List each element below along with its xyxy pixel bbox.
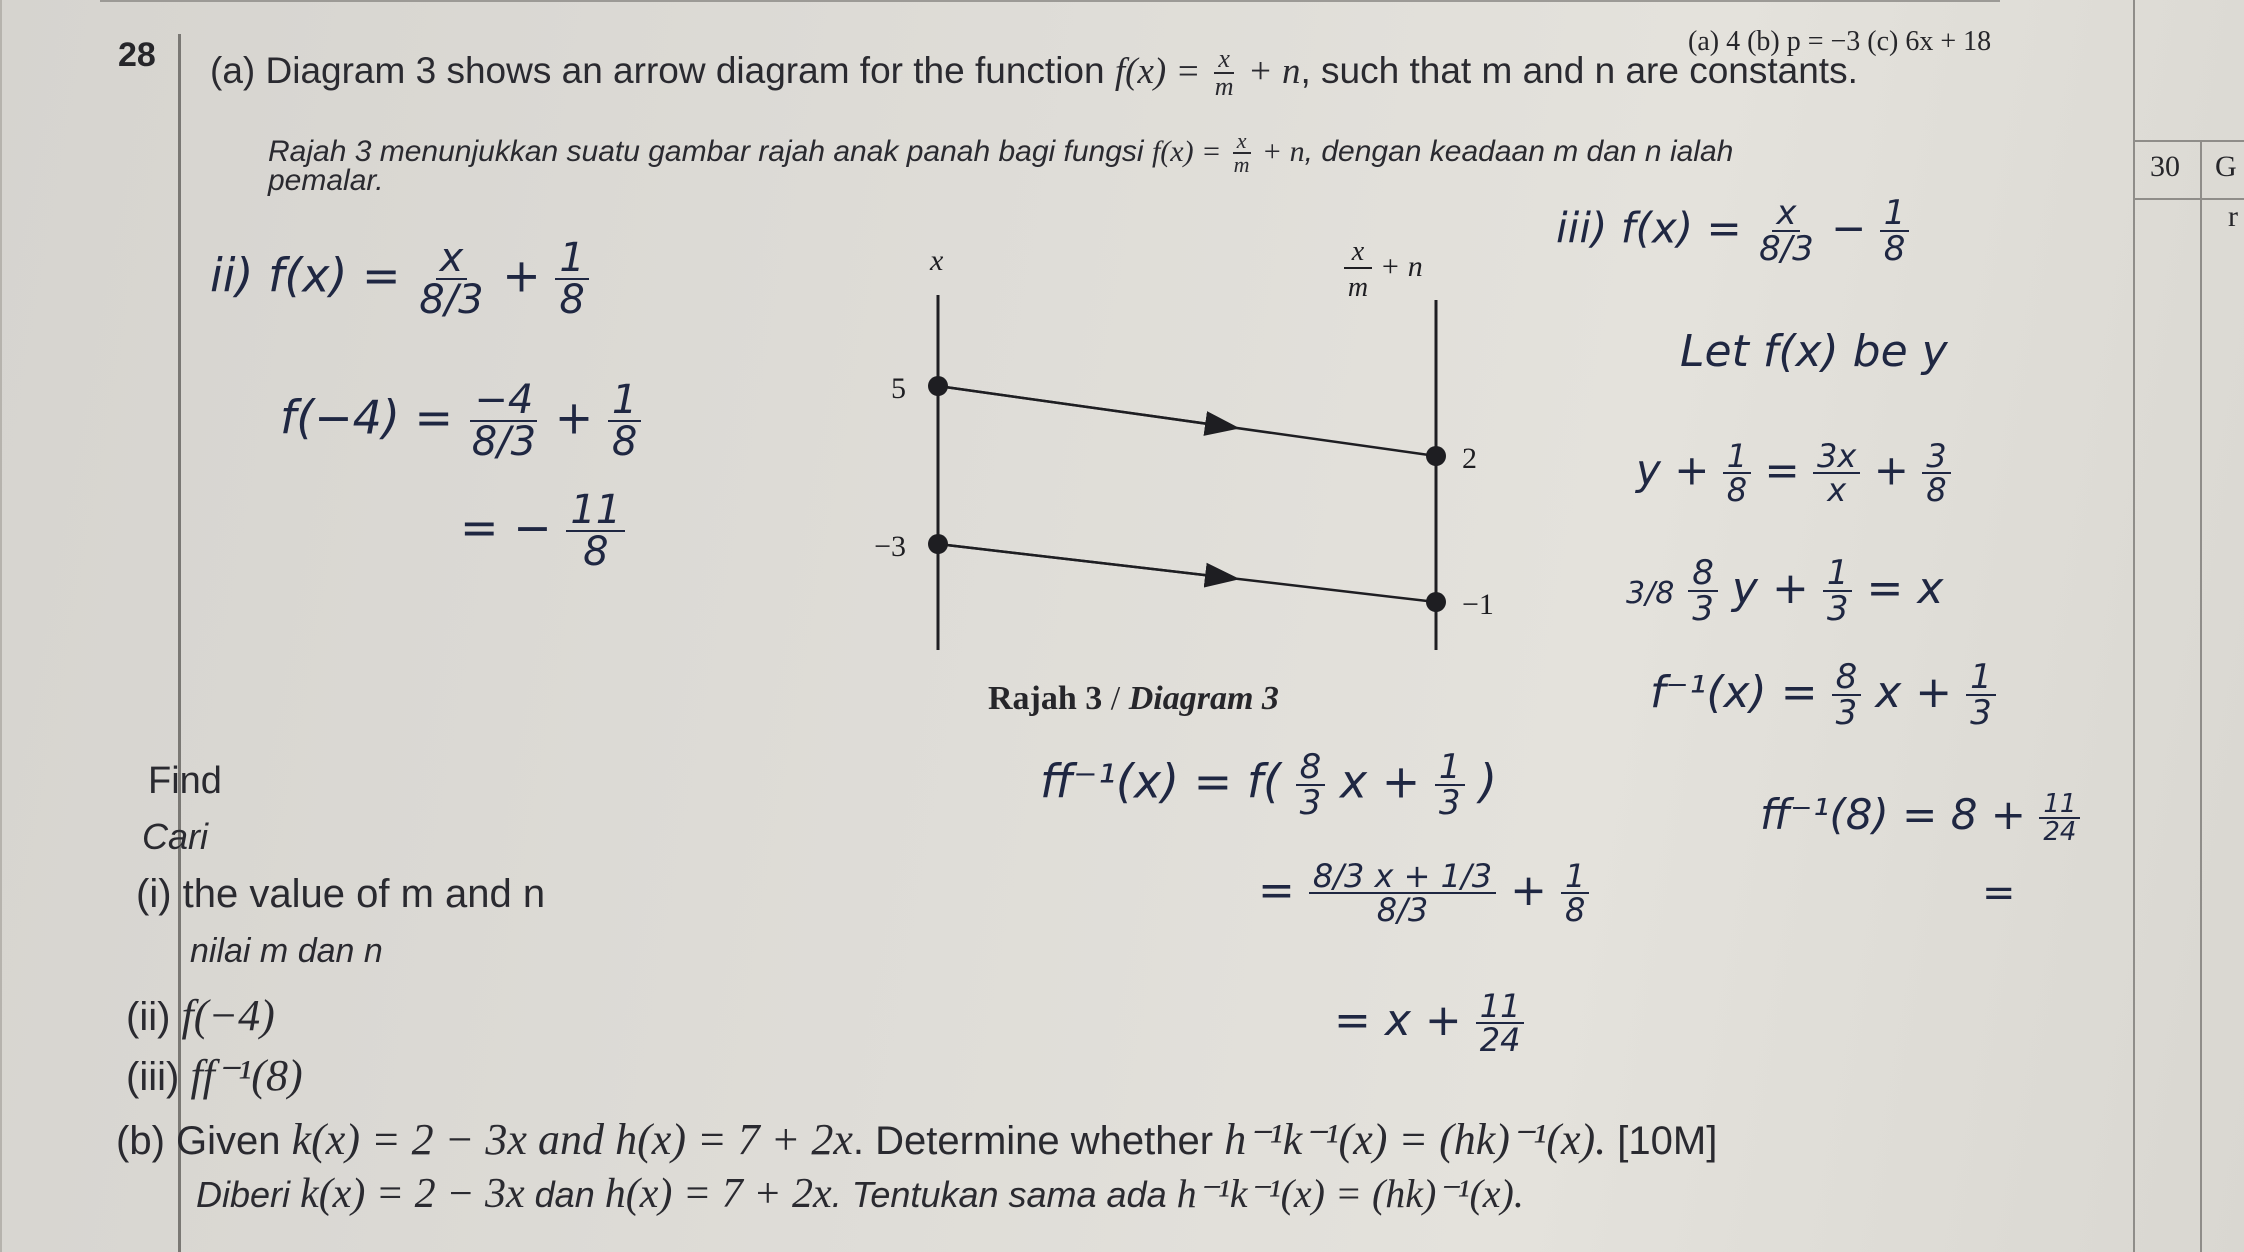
hw-ff-line3: = x + $\frac{11}{24}$ (1334, 990, 1524, 1056)
domain-label: x (930, 244, 944, 277)
hw-ff8-eq: = (1982, 870, 2016, 916)
ms-function-fraction: $\frac{x}{m}$ (1233, 128, 1250, 177)
hw-ii-line3: = − $\frac{11}{8}$ (460, 490, 625, 572)
function-fraction: $\frac{x}{m}$ (1214, 44, 1234, 101)
find-label: Find (148, 760, 222, 802)
diagram-caption: Rajah 3 / Diagram 3 (988, 680, 1279, 717)
domain-value-2: −3 (874, 530, 906, 563)
codomain-point-1 (1426, 446, 1446, 466)
find-item-ii: (ii) f(−4) (126, 991, 275, 1040)
find-item-i: (i) the value of m and n (136, 872, 546, 916)
ms-function-lhs: f(x) = (1151, 134, 1222, 168)
hw-ff-line2: = $\frac{8/3 x + 1/3}{8/3}$ + $\frac{1}{8}$ (1258, 860, 1589, 926)
part-a-label: (a) (210, 49, 256, 91)
hw-ii-line2: f(−4) = $\frac{-4}{8/3}$ + $\frac{1}{8}$ (280, 380, 641, 462)
codomain-value-2: −1 (1462, 588, 1494, 621)
marks-column-rule-2 (2200, 140, 2202, 1252)
hw-iii-line4: 3/8 $\frac{8}{3}$ y + $\frac{1}{3}$ = x (1626, 553, 1944, 629)
domain-point-1 (928, 376, 948, 396)
codomain-label-tail: + n (1380, 250, 1423, 283)
hw-iii-line5: f⁻¹(x) = $\frac{8}{3}$ x + $\frac{1}{3}$ (1650, 660, 1996, 730)
codomain-point-2 (1426, 592, 1446, 612)
find-label-ms: Cari (142, 816, 209, 857)
part-a-text-2: , such that m and n are constants. (1300, 49, 1858, 91)
part-b-english: (b) Given k(x) = 2 − 3x and h(x) = 7 + 2x. Determine whether h⁻¹k⁻¹(x) = (hk)⁻¹(x). [10M] (116, 1115, 1718, 1164)
part-b-malay: Diberi k(x) = 2 − 3x dan h(x) = 7 + 2x. Tentukan sama ada h⁻¹k⁻¹(x) = (hk)⁻¹(x). (196, 1171, 1524, 1217)
codomain-label-num: x (1351, 240, 1365, 267)
question-number: 28 (118, 36, 156, 74)
codomain-label-den: m (1347, 272, 1369, 303)
ms-function-tail: + n (1261, 134, 1305, 168)
find-item-iii: (iii) ff⁻¹(8) (126, 1051, 303, 1100)
mapping-arrow-1-head (938, 386, 1230, 427)
answer-key: (a) 4 (b) p = −3 (c) 6x + 18 (1688, 26, 1992, 57)
mapping-arrow-2-head (938, 544, 1230, 578)
part-a-malay (268, 130, 1733, 176)
function-lhs: f(x) = (1114, 50, 1201, 92)
function-tail: + n (1247, 50, 1301, 92)
page-left-edge (0, 0, 2, 1252)
domain-point-2 (928, 534, 948, 554)
hw-ff8-line: ff⁻¹(8) = 8 + $\frac{11}{24}$ (1760, 790, 2080, 845)
hw-iii-line2: Let f(x) be y (1680, 326, 1948, 377)
hw-ff-line1: ff⁻¹(x) = f( $\frac{8}{3}$ x + $\frac{1}{3}$ ) (1040, 747, 1498, 823)
hw-iii-line3: y + $\frac{1}{8}$ = $\frac{3x}{x}$ + $\frac{3}{8}$ (1636, 440, 1951, 506)
find-item-i-ms: nilai m dan n (190, 932, 383, 970)
part-a-ms-text-3: pemalar. (268, 164, 384, 197)
part-b-marks: [10M] (1617, 1119, 1718, 1163)
part-a-ms-text-2: , dengan keadaan m dan n ialah (1304, 134, 1734, 168)
part-a-english (210, 46, 1858, 100)
codomain-value-1: 2 (1462, 442, 1477, 475)
margin-extra: r (2228, 200, 2238, 233)
domain-value-1: 5 (891, 372, 906, 405)
hw-ii-line1: ii) f(x) = $\frac{x}{8/3}$ + $\frac{1}{8}$ (210, 238, 589, 320)
arrow-diagram (850, 240, 1550, 670)
table-top-rule (100, 0, 2000, 2)
margin-code: G (2215, 150, 2237, 183)
part-a-text: Diagram 3 shows an arrow diagram for the function (265, 49, 1105, 91)
marks-value: 30 (2150, 150, 2180, 183)
hw-iii-line1: iii) f(x) = $\frac{x}{8/3}$ − $\frac{1}{8}$ (1556, 196, 1909, 266)
part-a-ms-text: Rajah 3 menunjukkan suatu gambar rajah anak panah bagi fungsi (268, 134, 1144, 168)
